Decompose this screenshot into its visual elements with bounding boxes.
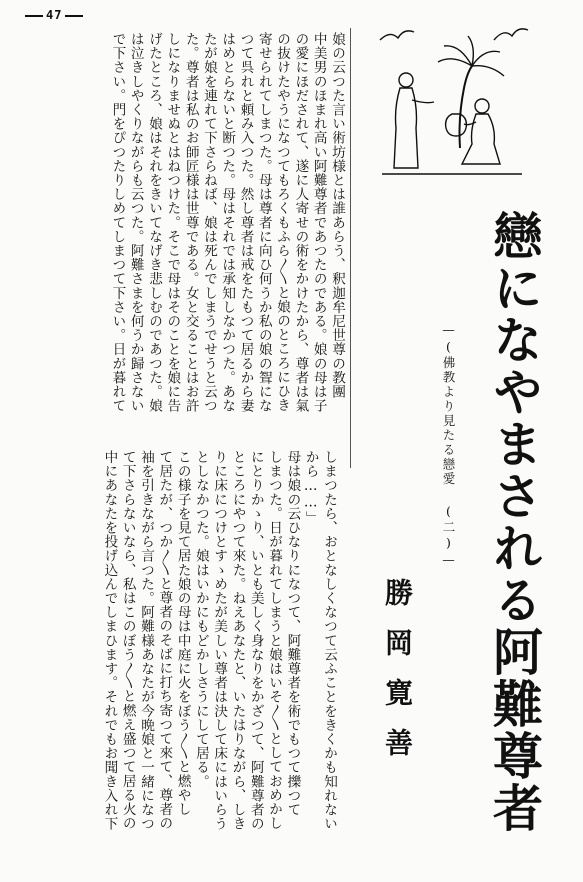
text-line: 袖を引きながら言つた。阿難様あなたが今晩娘と一緒になつ: [138, 450, 155, 831]
text-line: て居たが、つか〳〵と尊者のそばに打ち寄つて來て、尊者の: [156, 450, 173, 831]
kneeling-figure-head: [475, 99, 489, 113]
page-number-dash-right: [65, 15, 83, 17]
author-name: 勝岡寛善: [381, 578, 414, 778]
text-line: つて呉れと頼み入つた。然し尊者は戒をたもつて居るから妻: [237, 32, 254, 413]
text-line: ところにやつて來た。ねえあなたと、いたはりながら、しき: [229, 450, 246, 831]
palm-frond-3: [472, 51, 500, 66]
water-jar-icon: [446, 114, 467, 136]
text-line: りに床につけとすゝめたが美しい尊者は決して床にはいらう: [211, 450, 228, 831]
bird-icon-right: [494, 29, 528, 40]
text-line: の愛にほだされて、遂に人寄せの術をかけたから、尊者は氣: [292, 32, 309, 413]
text-line: この様子を見て居た娘の母は中庭に火をぼう〳〵と燃やし: [174, 450, 191, 817]
text-line: 中にあなたを投げ込んでしまひます。それでもお聞き入れ下: [101, 450, 118, 831]
text-line: にとりかゝり、いとも美しく身なりをかざつて、阿難尊者の: [247, 450, 264, 831]
text-line: しまつた。日が暮れてしまうと娘はいそ〳〵としておめかし: [266, 450, 283, 831]
text-line: はめとらないと断つた。母はそれでは承知しなかつた。あな: [219, 32, 236, 413]
illustration: [372, 18, 532, 184]
page-number: [22, 8, 86, 22]
text-line: で下さい。門をぴつたりしめてしまつて下さい。日が暮れて: [109, 32, 126, 413]
palm-frond-1: [438, 59, 472, 66]
body-text-bottom: [10, 450, 338, 875]
page-number-text: 47: [46, 8, 63, 22]
palm-trunk: [460, 66, 473, 148]
text-line: から……」: [302, 450, 319, 526]
text-line: たが娘を連れて下さらねば、娘は死んでしまうでせうと云つ: [200, 32, 217, 413]
text-line: 母は娘の云ひなりになつて、阿難尊者を術でもつて擽つて: [284, 450, 301, 817]
text-line: た。尊者は私のお師匠様は世尊である。女と交ることはお許: [182, 32, 199, 413]
palm-frond-4: [472, 66, 504, 76]
standing-figure-head: [399, 73, 413, 87]
text-line: 中美男のほまれ高い阿難尊者であつたのである。娘の母は子: [310, 32, 327, 413]
text-line: て下さらないなら、私はこのぼう〳〵と燃え盛つて居る火の: [119, 450, 136, 831]
page-number-dash-left: [25, 15, 43, 17]
text-line: げたところ、娘はそれをきいてなげき悲しむのであつた。娘: [146, 32, 163, 413]
kneeling-figure-body: [462, 114, 500, 164]
article-title: 戀になやまされる阿難尊者: [485, 210, 544, 834]
body-text-top: [10, 32, 346, 472]
text-line: としなかつた。娘はいかにもどかしさうにして居る。: [192, 450, 209, 789]
text-line: しまつたら、おとなしくなつて云ふことをきくかも知れない: [321, 450, 337, 831]
text-line: の抜けたやうになつてもろくもふら〳〵と娘のところにひき: [274, 32, 291, 413]
text-line: は泣きしやくりながらも云つた。阿難さまを何うか歸さない: [127, 32, 144, 413]
column-divider: [350, 28, 351, 468]
bird-icon-left: [380, 31, 414, 40]
text-line: しになりませぬとはねつけた。そこで母はそのことを娘に告: [164, 32, 181, 413]
text-line: 寄せられてしまつた。母は尊者に向ひ何うか私の娘の聟にな: [255, 32, 272, 413]
article-subtitle: —(佛教より見たる戀愛 (二)—: [441, 322, 456, 569]
text-line: 娘の云つた言い術坊様とは誰あらう、釈迦牟尼世尊の教團: [329, 32, 345, 399]
